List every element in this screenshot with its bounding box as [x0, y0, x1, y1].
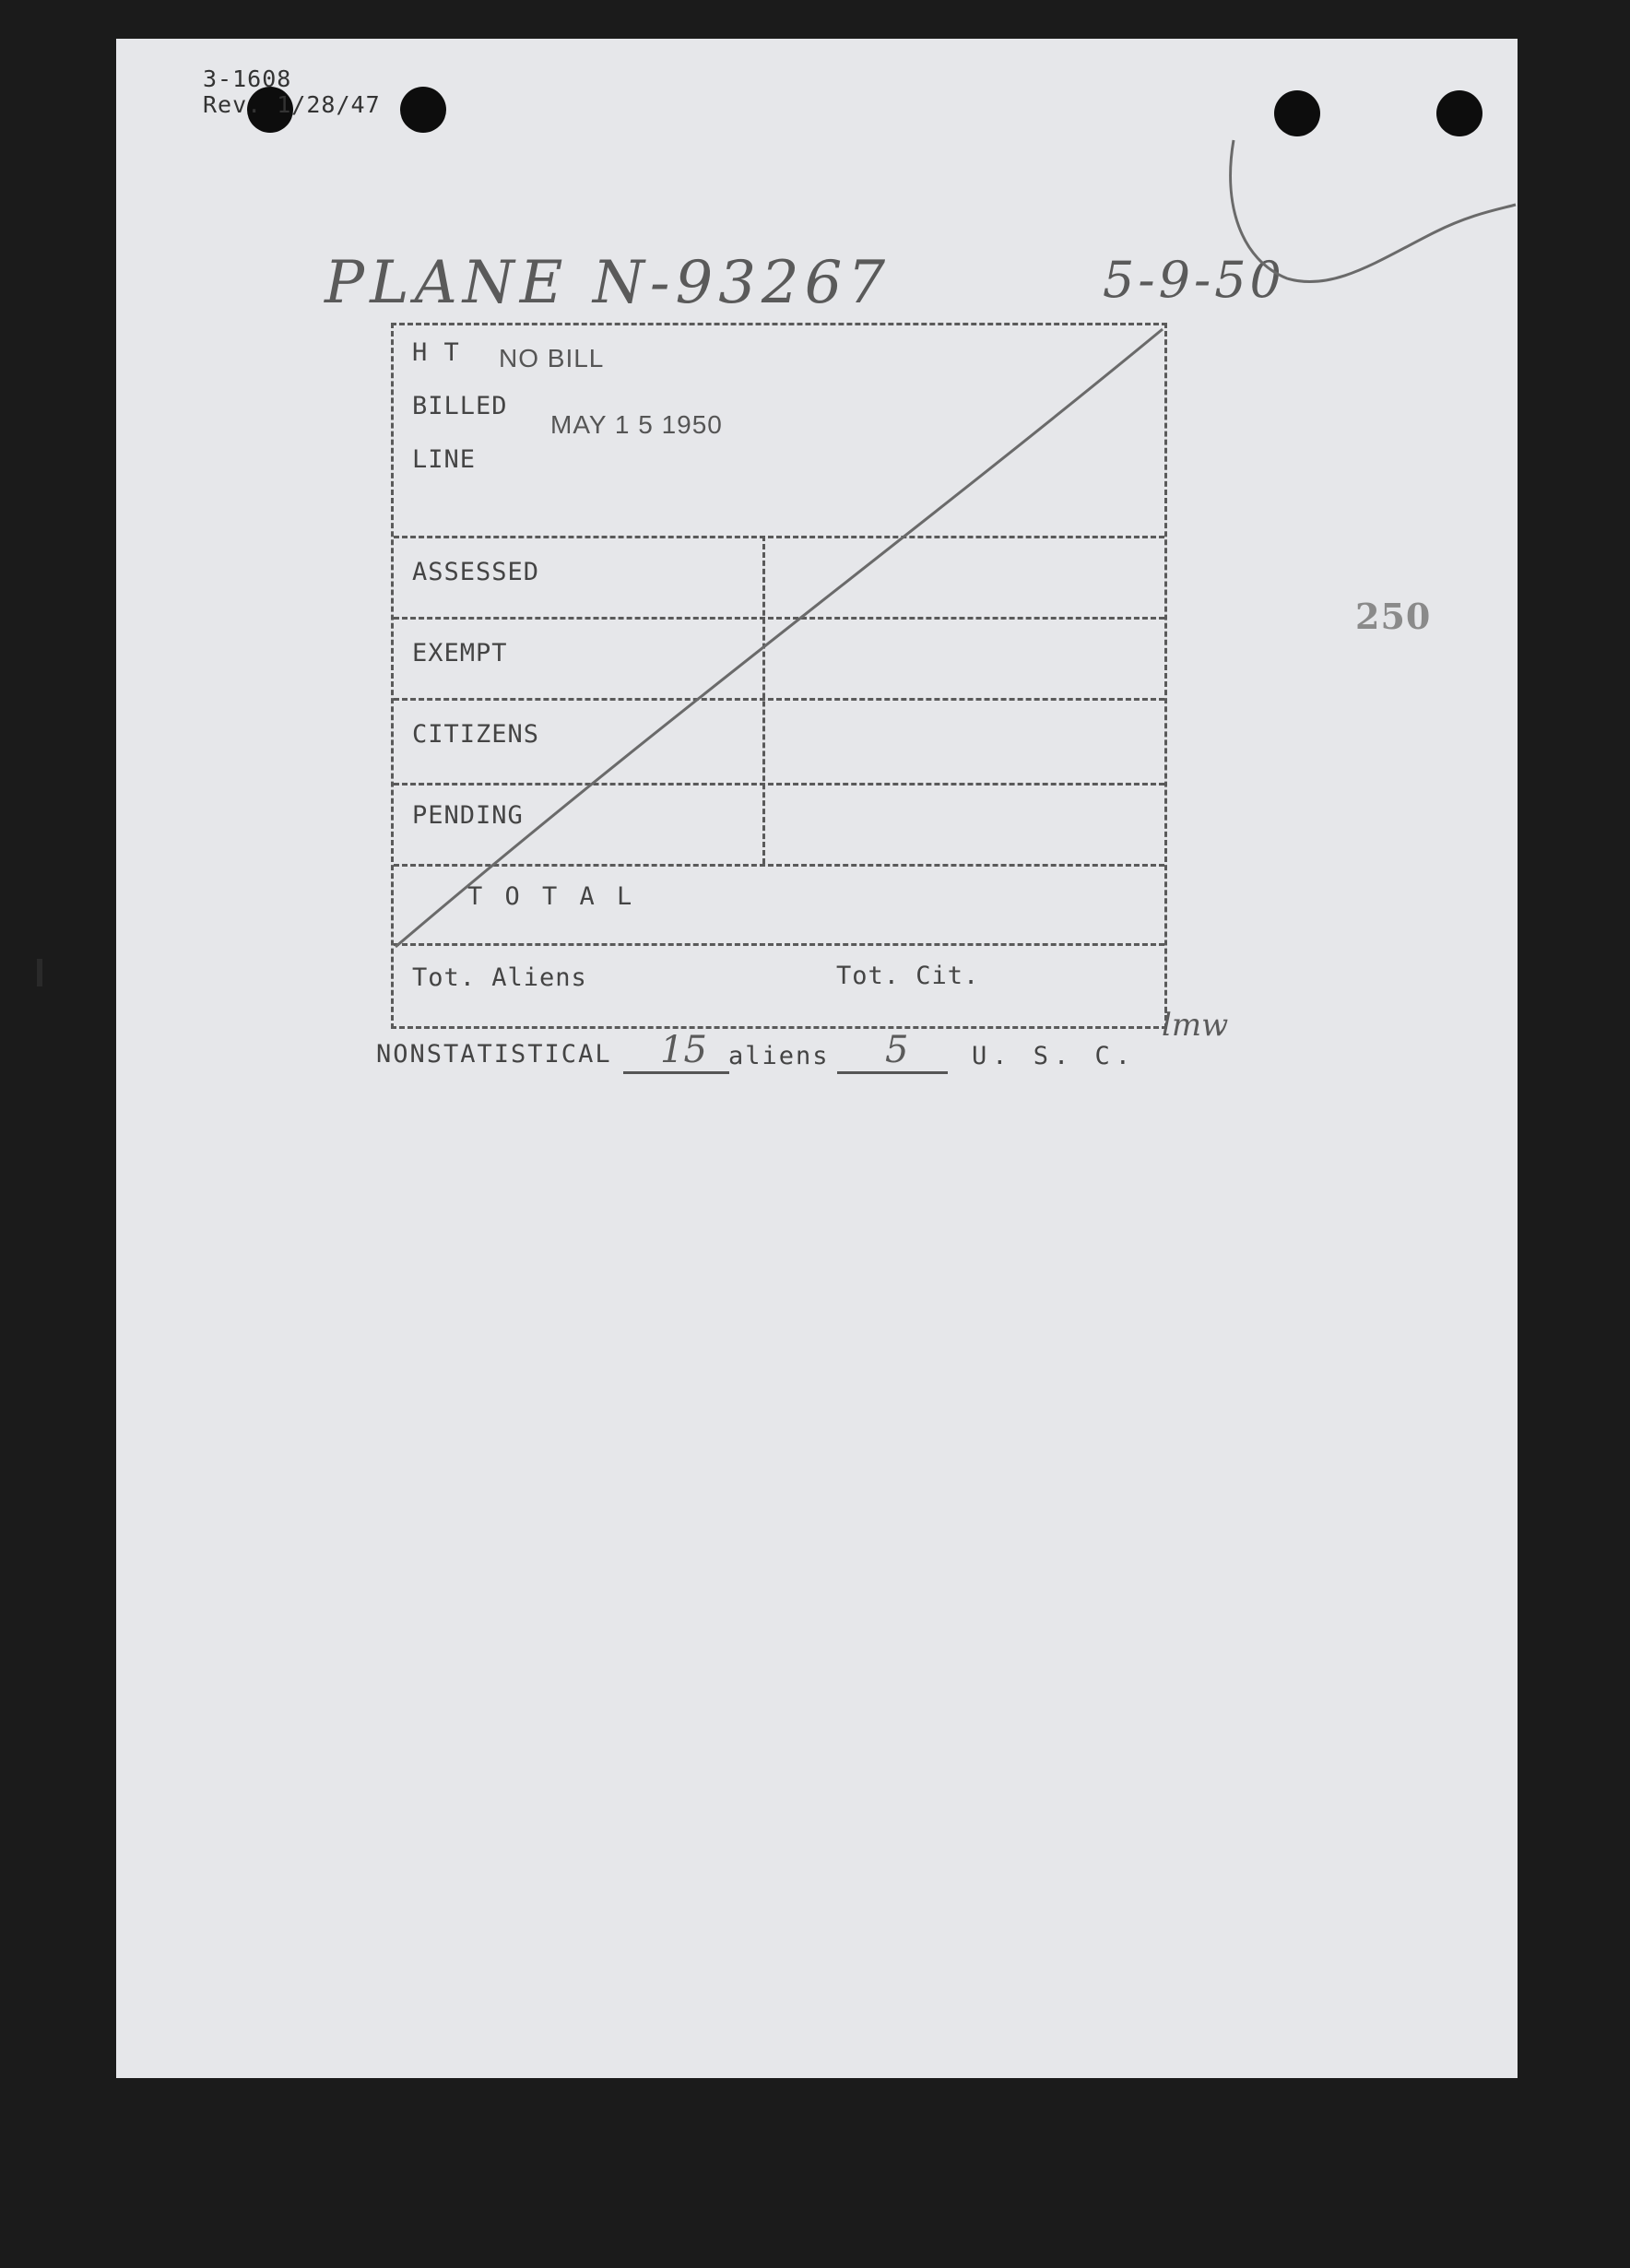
pencil-mark [1222, 94, 1518, 334]
row-pending: PENDING [412, 801, 524, 830]
header-line: LINE [412, 445, 477, 474]
total-label: T O T A L [467, 882, 636, 911]
margin-number: 250 [1355, 596, 1432, 637]
form-table [391, 323, 1167, 1029]
nonstatistical-label: NONSTATISTICAL [376, 1040, 612, 1069]
stamp-no-bill: NO BILL [499, 344, 605, 372]
handwritten-plane-number: PLANE N-93267 [325, 249, 892, 317]
usc-label: U. S. C. [972, 1042, 1137, 1070]
tot-cit-label: Tot. Cit. [836, 962, 980, 990]
punch-hole [400, 87, 446, 133]
handwritten-aliens-count: 15 [660, 1029, 707, 1071]
handwritten-date: 5-9-50 [1103, 251, 1285, 309]
form-number: 3-1608 [203, 65, 292, 92]
diagonal-strike-line [394, 325, 1164, 1026]
row-citizens: CITIZENS [412, 720, 540, 749]
row-assessed: ASSESSED [412, 558, 540, 586]
handwritten-usc-count: 5 [885, 1029, 909, 1071]
tot-aliens-label: Tot. Aliens [412, 963, 587, 992]
document-page [116, 39, 1518, 2078]
aliens-label: aliens [728, 1042, 830, 1070]
row-exempt: EXEMPT [412, 639, 508, 667]
header-billed: BILLED [412, 392, 508, 420]
usc-blank [837, 1071, 948, 1074]
scan-border-noise [37, 959, 42, 986]
stamp-date: MAY 1 5 1950 [550, 410, 723, 439]
form-revision: Rev. 1/28/47 [203, 91, 381, 118]
header-ht: H T [412, 338, 460, 367]
handwritten-initials: lmw [1162, 1007, 1229, 1044]
aliens-blank [623, 1071, 729, 1074]
